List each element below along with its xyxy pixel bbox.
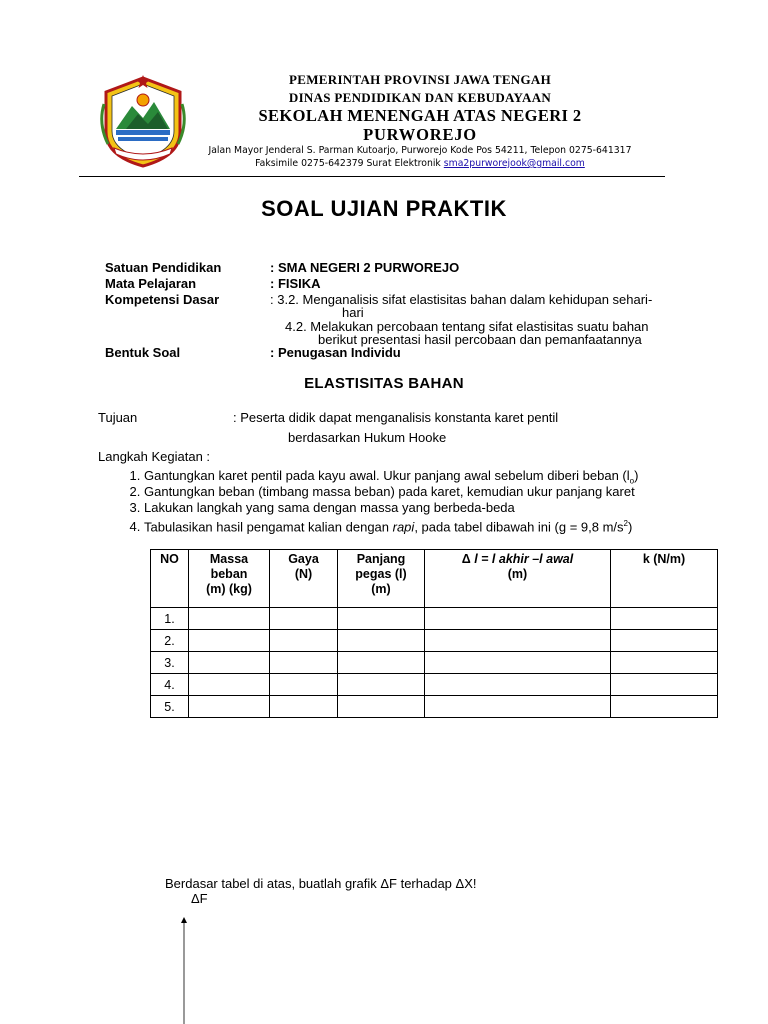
col-k: k (N/m) <box>611 550 718 608</box>
table-row <box>151 608 718 630</box>
langkah-step-2: 2. Gantungkan beban (timbang massa beban) pada karet, kemudian ukur panjang karet <box>144 484 704 500</box>
graph-y-axis-label: ΔF <box>191 891 208 906</box>
satuan-pendidikan-value: : SMA NEGERI 2 PURWOREJO <box>270 260 460 275</box>
letterhead-department-name: DINAS PENDIDIKAN DAN KEBUDAYAAN <box>288 90 552 105</box>
row-number: 5. <box>151 696 189 718</box>
bentuk-soal-label: Bentuk Soal <box>105 345 181 360</box>
cell-gaya[interactable] <box>270 652 338 674</box>
cell-gaya[interactable] <box>270 674 338 696</box>
cell-massa[interactable] <box>189 674 270 696</box>
langkah-list <box>120 468 704 535</box>
table-row <box>151 696 718 718</box>
cell-k[interactable] <box>611 608 718 630</box>
cell-k[interactable] <box>611 652 718 674</box>
section-title: ELASTISITAS BAHAN <box>304 375 464 392</box>
letterhead-school-city: PURWOREJO <box>363 125 477 144</box>
langkah-step-4: 4. Tabulasikan hasil pengamat kalian dengan rapi, pada tabel dibawah ini (g = 9,8 $m/s^2$) <box>144 516 704 532</box>
letterhead-contact <box>190 158 650 169</box>
kompetensi-dasar-4-2-cont: berikut presentasi hasil percobaan dan pemanfaatannya <box>318 332 642 347</box>
cell-k[interactable] <box>611 696 718 718</box>
graph-instruction: Berdasar tabel di atas, buatlah grafik ΔF terhadap ΔX! <box>165 876 477 891</box>
cell-massa[interactable] <box>189 608 270 630</box>
langkah-step-3: 3. Lakukan langkah yang sama dengan massa yang berbeda-beda <box>144 500 704 516</box>
page-title: SOAL UJIAN PRAKTIK <box>261 196 507 221</box>
graph-y-axis-arrow <box>180 916 188 1024</box>
row-number: 4. <box>151 674 189 696</box>
cell-delta-l[interactable] <box>425 608 611 630</box>
table-row <box>151 674 718 696</box>
cell-massa[interactable] <box>189 630 270 652</box>
province-emblem-logo <box>100 74 186 170</box>
col-gaya: Gaya (N) <box>270 550 338 608</box>
langkah-heading: Langkah Kegiatan : <box>98 449 211 464</box>
row-number: 1. <box>151 608 189 630</box>
letterhead-divider <box>79 176 665 177</box>
letterhead-government-name: PEMERINTAH PROVINSI JAWA TENGAH <box>289 72 551 87</box>
col-no: NO <box>151 550 189 608</box>
langkah-step-1: 1. Gantungkan karet pentil pada kayu awal. Ukur panjang awal sebelum diberi beban $(l_o)$ <box>144 468 704 484</box>
cell-gaya[interactable] <box>270 696 338 718</box>
cell-delta-l[interactable] <box>425 674 611 696</box>
observation-table <box>150 549 718 718</box>
tujuan-label: Tujuan <box>98 410 138 425</box>
letterhead-address: Jalan Mayor Jenderal S. Parman Kutoarjo, Purworejo Kode Pos 54211, Telepon 0275-641317 <box>208 145 632 156</box>
cell-massa[interactable] <box>189 652 270 674</box>
row-number: 2. <box>151 630 189 652</box>
cell-panjang[interactable] <box>338 608 425 630</box>
letterhead-fax: Faksimile 0275-642379 Surat Elektronik <box>255 158 441 169</box>
table-row <box>151 630 718 652</box>
cell-k[interactable] <box>611 630 718 652</box>
tujuan-text: : Peserta didik dapat menganalisis konstanta karet pentil <box>233 410 559 425</box>
mata-pelajaran-value: : FISIKA <box>270 276 321 291</box>
tujuan-text-cont: berdasarkan Hukum Hooke <box>288 430 447 445</box>
cell-k[interactable] <box>611 674 718 696</box>
kompetensi-dasar-label: Kompetensi Dasar <box>105 292 220 307</box>
cell-delta-l[interactable] <box>425 652 611 674</box>
satuan-pendidikan-label: Satuan Pendidikan <box>105 260 222 275</box>
cell-delta-l[interactable] <box>425 630 611 652</box>
cell-panjang[interactable] <box>338 674 425 696</box>
cell-panjang[interactable] <box>338 652 425 674</box>
cell-gaya[interactable] <box>270 630 338 652</box>
letterhead-school-name: SEKOLAH MENENGAH ATAS NEGERI 2 <box>258 106 582 125</box>
table-row <box>151 652 718 674</box>
row-number: 3. <box>151 652 189 674</box>
kompetensi-dasar-3-2: : 3.2. Menganalisis sifat elastisitas bahan dalam kehidupan sehari- <box>270 292 653 307</box>
cell-panjang[interactable] <box>338 696 425 718</box>
cell-gaya[interactable] <box>270 608 338 630</box>
kompetensi-dasar-4-2: 4.2. Melakukan percobaan tentang sifat elastisitas suatu bahan <box>285 319 649 334</box>
col-delta-l: Δ l = l akhir –l awal (m) <box>425 550 611 608</box>
cell-panjang[interactable] <box>338 630 425 652</box>
cell-delta-l[interactable] <box>425 696 611 718</box>
bentuk-soal-value: : Penugasan Individu <box>270 345 401 360</box>
table-header-row <box>151 550 718 608</box>
col-massa: Massa beban (m) (kg) <box>189 550 270 608</box>
col-panjang: Panjang pegas (l) (m) <box>338 550 425 608</box>
mata-pelajaran-label: Mata Pelajaran <box>105 276 197 291</box>
letterhead-email-link[interactable]: sma2purworejook@gmail.com <box>443 158 585 169</box>
kompetensi-dasar-3-2-cont: hari <box>342 305 364 320</box>
cell-massa[interactable] <box>189 696 270 718</box>
